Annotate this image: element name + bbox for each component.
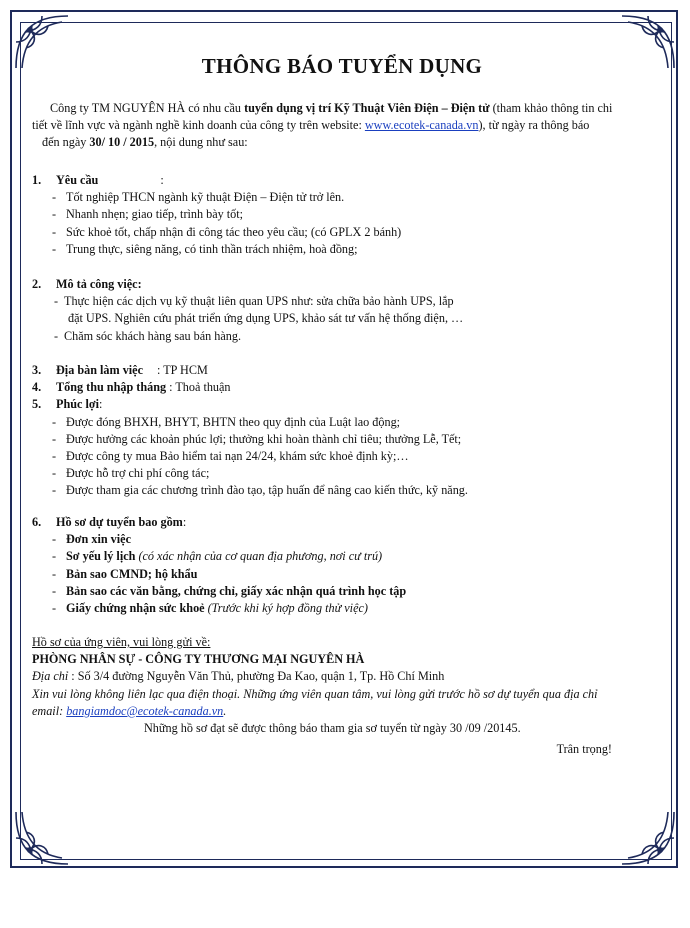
section-number: 6. — [32, 515, 42, 529]
page-title: THÔNG BÁO TUYỂN DỤNG — [201, 54, 483, 78]
section-income: 4. Tổng thu nhập tháng : Thoả thuận — [32, 380, 231, 395]
list-item-continuation: đặt UPS. Nghiên cứu phát triển ứng dụng UPS, khảo sát tư vấn hệ thống điện, … — [68, 311, 464, 326]
list-item: - Được hưởng các khoản phúc lợi; thưởng khi hoàn thành chỉ tiêu; thưởng Lễ, Tết; — [52, 431, 462, 446]
section-application-documents: 6. Hồ sơ dự tuyển bao gồm: - Đơn xin việc - Sơ yếu lý lịch (có xác nhận của cơ quan địa phương, nơi cư trú) - Bản sao CMND; hộ khẩu - Bản sao các văn bằng, chứng chỉ, giấy xác nhận quá trình học tập - Giấy chứng nhận sức khoẻ (Trước khi ký hợp đồng thử việc) — [32, 514, 652, 617]
address-line: Địa chỉ : Số 3/4 đường Nguyễn Văn Thủ, phường Đa Kao, quận 1, Tp. Hồ Chí Minh — [32, 669, 445, 684]
list-item: - Bản sao các văn bằng, chứng chỉ, giấy xác nhận quá trình học tập — [52, 583, 407, 598]
list-item: - Thực hiện các dịch vụ kỹ thuật liên quan UPS như: sửa chữa bảo hành UPS, lắp — [54, 294, 454, 309]
department-name: PHÒNG NHÂN SỰ - CÔNG TY THƯƠNG MẠI NGUYÊN HÀ — [32, 652, 365, 667]
list-item: - Trung thực, siêng năng, có tinh thần trách nhiệm, hoà đồng; — [52, 241, 358, 256]
selection-notice: Những hồ sơ đạt sẽ được thông báo tham gia sơ tuyển từ ngày 30 /09 /20145. — [144, 721, 521, 736]
list-item: - Đơn xin việc — [52, 532, 131, 547]
section-number: 2. — [32, 277, 42, 291]
intro-text: ), từ ngày ra thông báo — [478, 118, 590, 133]
list-item: - Nhanh nhẹn; giao tiếp, trình bày tốt; — [52, 207, 244, 222]
send-to-label: Hồ sơ của ứng viên, vui lòng gửi về: — [32, 635, 211, 649]
section-benefits: 5. Phúc lợi: — [32, 397, 103, 412]
email-line: email: bangiamdoc@ecotek-canada.vn. — [32, 703, 227, 718]
section-job-description — [32, 276, 652, 345]
intro-text: Công ty TM NGUYÊN HÀ có nhu cầu — [50, 101, 245, 115]
list-item: - Được hỗ trợ chi phí công tác; — [52, 466, 210, 481]
section-requirements — [32, 172, 652, 258]
intro-text: tiết về lĩnh vực và ngành nghề kinh doanh của công ty trên website: — [32, 118, 365, 133]
intro-text: đến ngày — [42, 135, 90, 150]
corner-ornament-icon — [618, 808, 678, 868]
email-link[interactable]: bangiamdoc@ecotek-canada.vn — [66, 703, 224, 718]
list-item: - Được tham gia các chương trình đào tạo, tập huấn để nâng cao kiến thức, kỹ năng. — [52, 483, 468, 498]
intro-paragraph — [32, 100, 642, 152]
list-item: - Được công ty mua Bảo hiểm tai nạn 24/24, khám sức khoẻ định kỳ;… — [52, 449, 409, 464]
section-location-income-benefits — [32, 362, 652, 500]
website-link[interactable]: www.ecotek-canada.vn — [364, 118, 479, 133]
section-colon: : — [160, 173, 164, 187]
list-item: - Sức khoẻ tốt, chấp nhận đi công tác theo yêu cầu; (có GPLX 2 bánh) — [52, 224, 402, 239]
section-title: Mô tả công việc: — [56, 277, 142, 291]
corner-ornament-icon — [12, 808, 72, 868]
contact-section — [32, 634, 652, 758]
list-item: - Giấy chứng nhận sức khoẻ (Trước khi ký hợp đồng thử việc) — [52, 601, 368, 616]
intro-text: (tham khảo thông tin chi — [489, 101, 613, 115]
list-item: - Bản sao CMND; hộ khẩu — [52, 566, 198, 581]
section-location: 3. Địa bàn làm việc : TP HCM — [32, 363, 208, 377]
list-item: - Sơ yếu lý lịch (có xác nhận của cơ quan địa phương, nơi cư trú) — [52, 549, 383, 564]
deadline-date: 30/ 10 / 2015 — [89, 135, 155, 150]
intro-position: tuyển dụng vị trí Kỹ Thuật Viên Điện – Điện tử — [244, 101, 490, 115]
section-title: Yêu cầu — [56, 173, 99, 187]
list-item: - Chăm sóc khách hàng sau bán hàng. — [54, 328, 242, 343]
list-item: - Được đóng BHXH, BHYT, BHTN theo quy định của Luật lao động; — [52, 414, 401, 429]
section-title: Hồ sơ dự tuyển bao gồm — [56, 515, 183, 529]
intro-text: , nội dung như sau: — [154, 135, 248, 150]
contact-note: Xin vui lòng không liên lạc qua điện thoại. Những ứng viên quan tâm, vui lòng gửi trước hồ sơ dự tuyển qua địa chỉ — [32, 686, 598, 701]
section-number: 1. — [32, 173, 42, 187]
list-item: - Tốt nghiệp THCN ngành kỹ thuật Điện – Điện tử trở lên. — [52, 190, 345, 205]
closing-text: Trân trọng! — [556, 742, 612, 757]
